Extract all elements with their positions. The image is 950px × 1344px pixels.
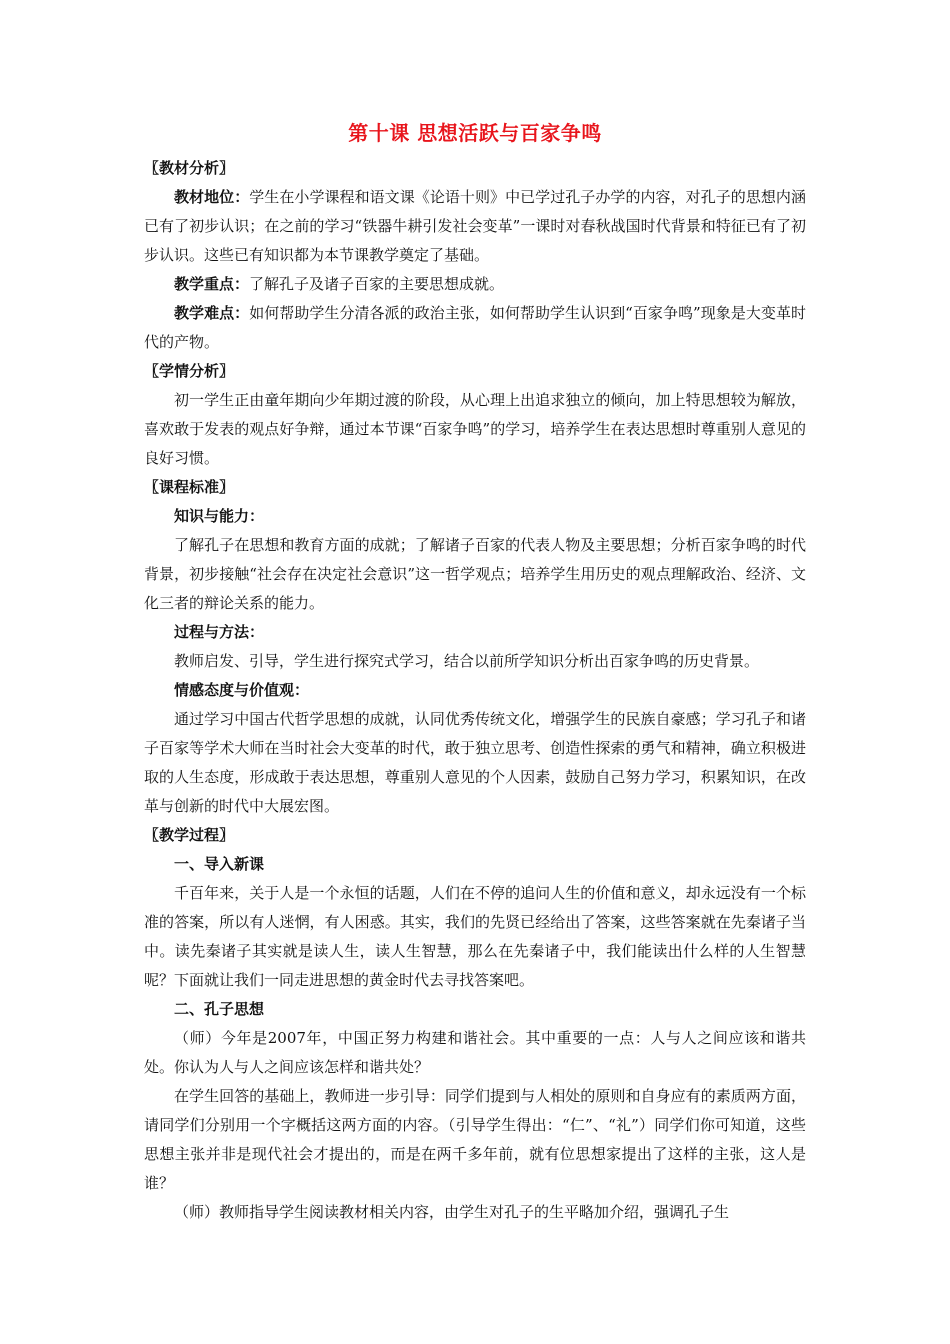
text-difficulties: 如何帮助学生分清各派的政治主张，如何帮助学生认识到“百家争鸣”现象是大变革时代的产物。 (144, 304, 806, 351)
paragraph-introduction: 千百年来，关于人是一个永恒的话题，人们在不停的追问人生的价值和意义，却永远没有一个标准的答案，所以有人迷惘，有人困惑。其实，我们的先贤已经给出了答案，这些答案就在先秦诸子当中。读先秦诸子其实就是读人生，读人生智慧，那么在先秦诸子中，我们能读出什么样的人生智慧呢？下面就让我们一同走进思想的黄金时代去寻找答案吧。 (144, 884, 806, 989)
section-heading-analysis: 〖教材分析〗 (144, 159, 235, 177)
paragraph-difficulties (144, 299, 806, 357)
paragraph-confucius-3: （师）教师指导学生阅读教材相关内容，由学生对孔子的生平略加介绍，强调孔子生 (174, 1203, 730, 1221)
label-key-points: 教学重点： (174, 275, 250, 293)
section-heading-teaching-process: 〖教学过程〗 (144, 826, 235, 844)
paragraph-confucius-1: （师）今年是2007年，中国正努力构建和谐社会。其中重要的一点：人与人之间应该和谐共处。你认为人与人之间应该怎样和谐共处？ (144, 1029, 806, 1076)
text-textbook-position: 学生在小学课程和语文课《论语十则》中已学过孔子办学的内容，对孔子的思想内涵已有了初步认识；在之前的学习“铁器牛耕引发社会变革”一课时对春秋战国时代背景和特征已有了初步认识。这些已有知识都为本节课教学奠定了基础。 (144, 188, 806, 264)
subheading-process-method: 过程与方法： (174, 623, 265, 641)
paragraph-confucius-2: 在学生回答的基础上，教师进一步引导：同学们提到与人相处的原则和自身应有的素质两方面，请同学们分别用一个字概括这两方面的内容。（引导学生得出：“仁”、“礼”）同学们你可知道，这些思想主张并非是现代社会才提出的，而是在两千多年前，就有位思想家提出了这样的主张，这人是谁？ (144, 1087, 806, 1192)
label-textbook-position: 教材地位： (174, 188, 250, 206)
paragraph-key-points (144, 270, 806, 299)
section-heading-standards: 〖课程标准〗 (144, 478, 235, 496)
subheading-knowledge: 知识与能力： (174, 507, 265, 525)
document-page (144, 118, 806, 1227)
subheading-confucius: 二、孔子思想 (174, 1000, 265, 1018)
paragraph-students: 初一学生正由童年期向少年期过渡的阶段，从心理上出追求独立的倾向，加上特思想较为解放，喜欢敢于发表的观点好争辩，通过本节课“百家争鸣”的学习，培养学生在表达思想时尊重别人意见的良好习惯。 (144, 391, 806, 467)
label-difficulties: 教学难点： (174, 304, 250, 322)
paragraph-process-method: 教师启发、引导，学生进行探究式学习，结合以前所学知识分析出百家争鸣的历史背景。 (174, 652, 760, 670)
paragraph-emotion-values: 通过学习中国古代哲学思想的成就，认同优秀传统文化，增强学生的民族自豪感；学习孔子和诸子百家等学术大师在当时社会大变革的时代，敢于独立思考、创造性探索的勇气和精神，确立积极进取的人生态度，形成敢于表达思想，尊重别人意见的个人因素，鼓励自己努力学习，积累知识，在改革与创新的时代中大展宏图。 (144, 710, 806, 815)
paragraph-textbook-position (144, 183, 806, 270)
paragraph-knowledge: 了解孔子在思想和教育方面的成就；了解诸子百家的代表人物及主要思想；分析百家争鸣的时代背景，初步接触“社会存在决定社会意识”这一哲学观点；培养学生用历史的观点理解政治、经济、文化三者的辩论关系的能力。 (144, 536, 806, 612)
subheading-introduction: 一、导入新课 (174, 855, 265, 873)
document-title: 第十课 思想活跃与百家争鸣 (348, 121, 602, 145)
section-heading-students: 〖学情分析〗 (144, 362, 235, 380)
text-key-points: 了解孔子及诸子百家的主要思想成就。 (249, 275, 505, 293)
subheading-emotion-values: 情感态度与价值观： (174, 681, 310, 699)
